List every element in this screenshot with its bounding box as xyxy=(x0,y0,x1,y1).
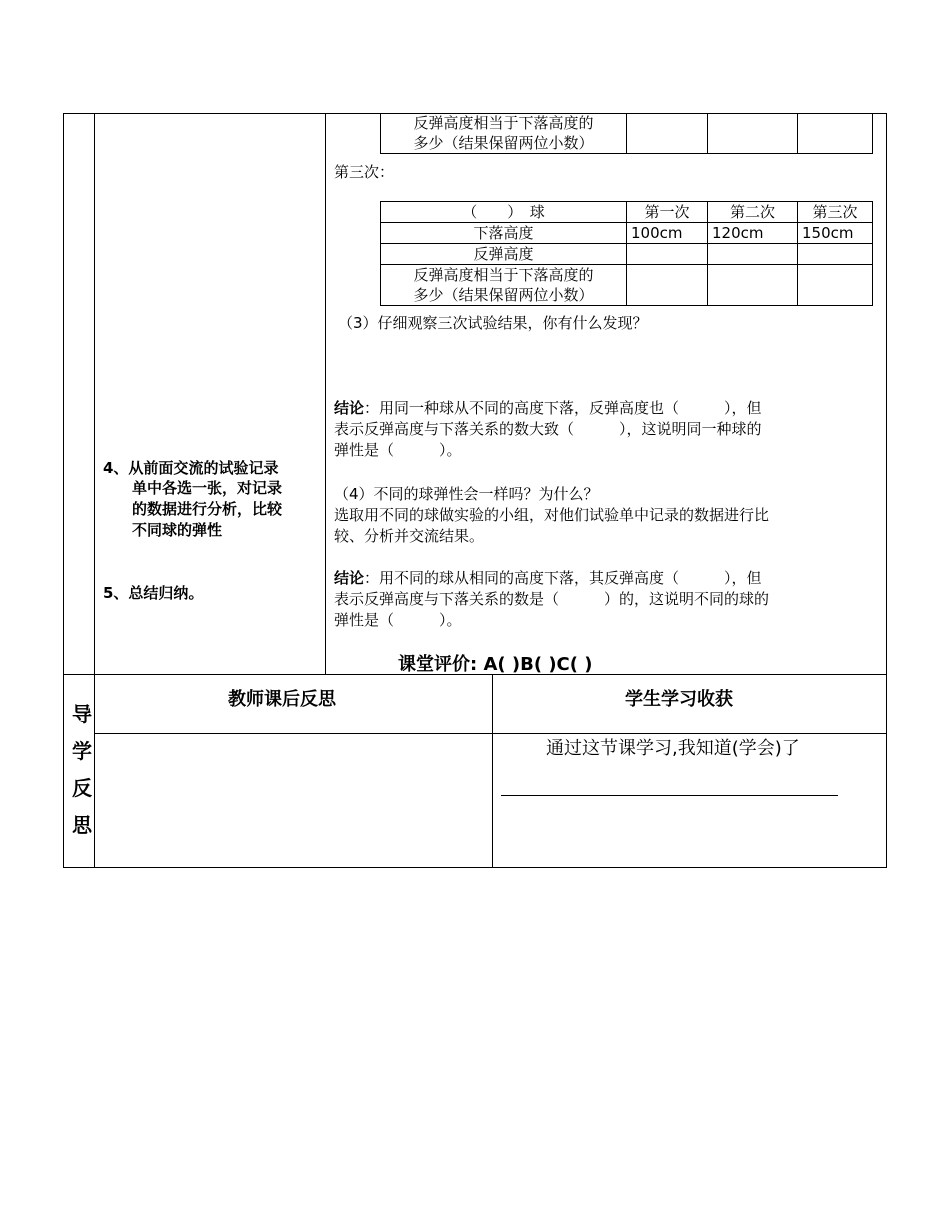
reflection-col-divider xyxy=(492,674,493,868)
outer-border-right xyxy=(886,113,887,868)
teacher-reflection-area[interactable] xyxy=(95,734,492,867)
conclusion-1-line1 xyxy=(334,398,762,418)
outer-border-bottom xyxy=(63,867,887,868)
record-table-2-continued xyxy=(380,113,873,154)
record-table-3 xyxy=(380,201,873,306)
student-gains-prompt: 通过这节课学习,我知道(学会)了 xyxy=(546,738,800,759)
header-ball: （ ） 球 xyxy=(381,202,627,223)
conclusion-2-line1 xyxy=(334,568,762,588)
ratio-cell-3[interactable] xyxy=(798,113,873,154)
conclusion-1-label: 结论 xyxy=(334,399,365,417)
classroom-evaluation: 课堂评价: A( )B( )C( ) xyxy=(398,654,593,675)
conclusion-1-text1: ：用同一种球从不同的高度下落，反弹高度也（ ），但 xyxy=(364,399,762,417)
conclusion-2-label: 结论 xyxy=(334,569,365,587)
student-gains-header: 学生学习收获 xyxy=(625,689,733,710)
student-answer-line[interactable] xyxy=(501,795,838,796)
ratio-label-line1: 反弹高度相当于下落高度的 xyxy=(413,266,594,284)
row-drop-height-label: 下落高度 xyxy=(381,223,627,244)
step-4-line1: 4、从前面交流的试验记录 xyxy=(103,459,279,477)
conclusion-1-line3: 弹性是（ ）。 xyxy=(334,441,462,459)
bounce-height-1[interactable] xyxy=(627,244,708,265)
drop-height-1: 100cm xyxy=(627,223,708,244)
ratio-value-2[interactable] xyxy=(708,265,798,306)
question-3: （3）仔细观察三次试验结果，你有什么发现？ xyxy=(338,314,648,332)
question-4-line2: 选取用不同的球做实验的小组，对他们试验单中记录的数据进行比 xyxy=(334,506,770,524)
side-label-char-3: 反 xyxy=(72,776,92,800)
header-trial-2: 第二次 xyxy=(708,202,798,223)
ratio-label-line1: 反弹高度相当于下落高度的 xyxy=(413,114,594,132)
ratio-cell-2[interactable] xyxy=(708,113,798,154)
trial3-heading: 第三次： xyxy=(334,163,395,181)
step-4-line3: 的数据进行分析，比较 xyxy=(132,500,283,518)
teacher-reflection-header: 教师课后反思 xyxy=(228,689,336,710)
step-4-line4: 不同球的弹性 xyxy=(132,521,223,539)
row-bounce-height-label: 反弹高度 xyxy=(381,244,627,265)
drop-height-2: 120cm xyxy=(708,223,798,244)
row-ratio-label xyxy=(381,265,627,306)
ratio-value-1[interactable] xyxy=(627,265,708,306)
step-4-line2: 单中各选一张，对记录 xyxy=(132,479,283,497)
ratio-value-3[interactable] xyxy=(798,265,873,306)
ratio-label-line2: 多少（结果保留两位小数） xyxy=(413,286,594,304)
side-label-char-4: 思 xyxy=(72,813,92,837)
question-4-line3: 较、分析并交流结果。 xyxy=(334,527,485,545)
question-4-line1: （4）不同的球弹性会一样吗？为什么？ xyxy=(334,485,599,503)
drop-height-3: 150cm xyxy=(798,223,873,244)
ratio-label-line2: 多少（结果保留两位小数） xyxy=(413,134,594,152)
ratio-label-cell xyxy=(381,113,627,154)
col-divider-2 xyxy=(325,113,326,674)
ratio-cell-1[interactable] xyxy=(627,113,708,154)
conclusion-2-line2: 表示反弹高度与下落关系的数是（ ）的，这说明不同的球的 xyxy=(334,590,770,608)
bounce-height-2[interactable] xyxy=(708,244,798,265)
outer-border-left xyxy=(63,113,64,868)
side-label-char-2: 学 xyxy=(72,739,92,763)
bounce-height-3[interactable] xyxy=(798,244,873,265)
header-trial-3: 第三次 xyxy=(798,202,873,223)
step-5: 5、总结归纳。 xyxy=(103,584,204,602)
conclusion-2-line3: 弹性是（ ）。 xyxy=(334,611,462,629)
side-label-char-1: 导 xyxy=(72,702,92,726)
conclusion-2-text1: ：用不同的球从相同的高度下落，其反弹高度（ ），但 xyxy=(364,569,762,587)
header-trial-1: 第一次 xyxy=(627,202,708,223)
conclusion-1-line2: 表示反弹高度与下落关系的数大致（ ），这说明同一种球的 xyxy=(334,420,762,438)
